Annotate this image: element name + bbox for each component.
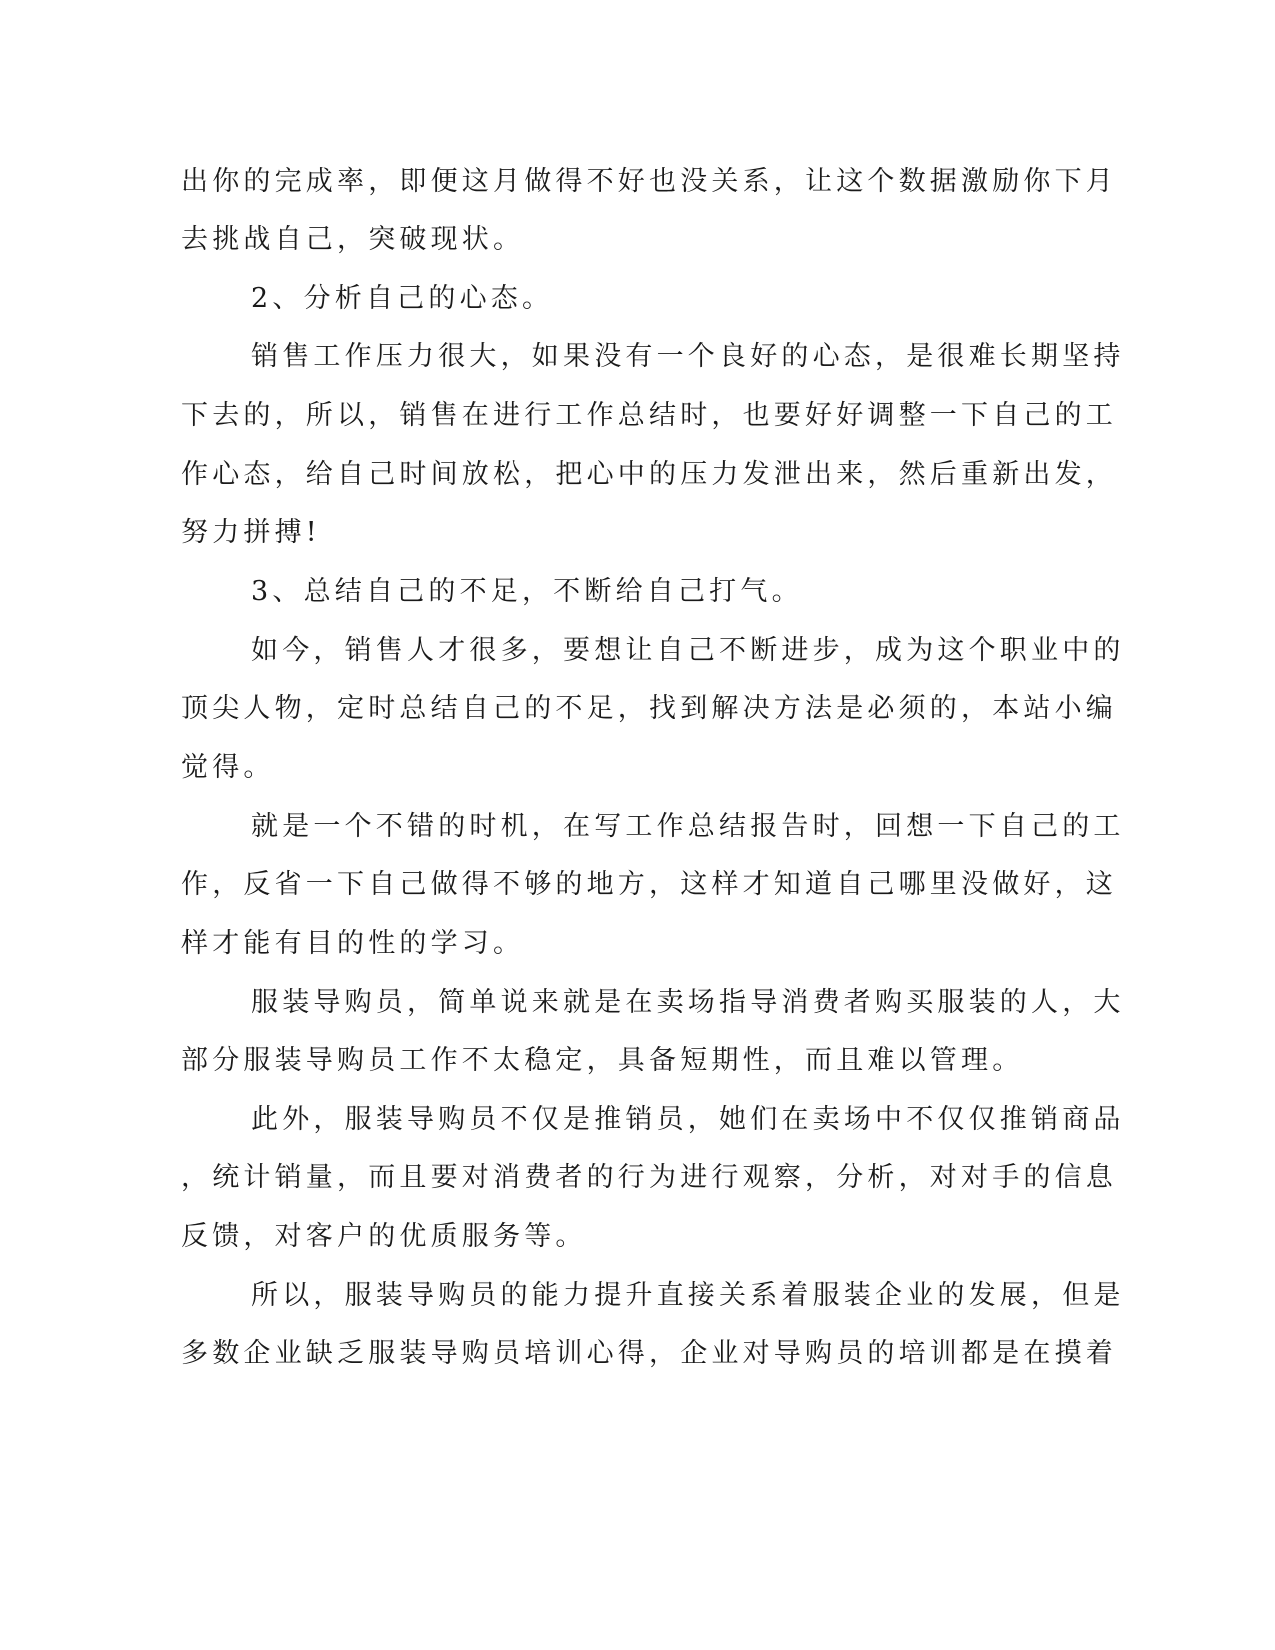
line-text: 如今，销售人才很多，要想让自己不断进步，成为这个职业中的 — [251, 635, 1125, 666]
line-text: 出你的完成率，即便这月做得不好也没关系，让这个数据激励你下月 — [181, 166, 1117, 197]
text-line — [0, 279, 1275, 319]
line-text: 就是一个不错的时机，在写工作总结报告时，回想一下自己的工 — [251, 811, 1125, 842]
text-line — [0, 455, 1275, 495]
line-text: 销售工作压力很大，如果没有一个良好的心态，是很难长期坚持 — [251, 341, 1125, 372]
line-text: 样才能有目的性的学习。 — [181, 928, 525, 959]
text-line — [0, 513, 1275, 553]
text-line — [0, 807, 1275, 847]
text-line — [0, 572, 1275, 612]
text-line — [0, 162, 1275, 202]
line-text: 2、分析自己的心态。 — [251, 283, 554, 314]
line-text: 努力拼搏! — [181, 517, 321, 548]
line-text: 觉得。 — [181, 752, 275, 783]
text-line — [0, 865, 1275, 905]
line-text: 反馈，对客户的优质服务等。 — [181, 1221, 587, 1252]
text-line — [0, 748, 1275, 788]
text-line — [0, 983, 1275, 1023]
line-text: 此外，服装导购员不仅是推销员，她们在卖场中不仅仅推销商品 — [251, 1104, 1125, 1135]
line-text: 顶尖人物，定时总结自己的不足，找到解决方法是必须的，本站小编 — [181, 693, 1117, 724]
text-line — [0, 1041, 1275, 1081]
text-line — [0, 1158, 1275, 1198]
line-text: 作心态，给自己时间放松，把心中的压力发泄出来，然后重新出发， — [181, 459, 1117, 490]
text-line — [0, 396, 1275, 436]
text-line — [0, 337, 1275, 377]
text-line — [0, 689, 1275, 729]
line-text: 部分服装导购员工作不太稳定，具备短期性，而且难以管理。 — [181, 1045, 1024, 1076]
text-line — [0, 1276, 1275, 1316]
text-line — [0, 631, 1275, 671]
line-text: 服装导购员，简单说来就是在卖场指导消费者购买服装的人，大 — [251, 987, 1125, 1018]
line-text: 下去的，所以，销售在进行工作总结时，也要好好调整一下自己的工 — [181, 400, 1117, 431]
line-text: 3、总结自己的不足，不断给自己打气。 — [251, 576, 803, 607]
text-line — [0, 1217, 1275, 1257]
text-line — [0, 220, 1275, 260]
text-line — [0, 1100, 1275, 1140]
line-text: 多数企业缺乏服装导购员培训心得，企业对导购员的培训都是在摸着 — [181, 1338, 1117, 1369]
line-text: 作，反省一下自己做得不够的地方，这样才知道自己哪里没做好，这 — [181, 869, 1117, 900]
line-text: ，统计销量，而且要对消费者的行为进行观察，分析，对对手的信息 — [181, 1162, 1117, 1193]
line-text: 所以，服装导购员的能力提升直接关系着服装企业的发展，但是 — [251, 1280, 1125, 1311]
line-text: 去挑战自己，突破现状。 — [181, 224, 525, 255]
text-line — [0, 1334, 1275, 1374]
text-line — [0, 924, 1275, 964]
